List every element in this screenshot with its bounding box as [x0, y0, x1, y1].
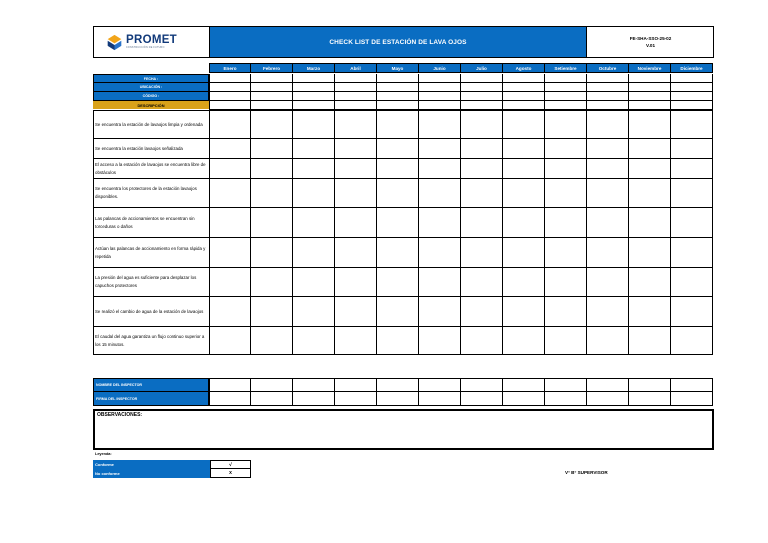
check-cell[interactable]: [251, 208, 293, 238]
check-cell[interactable]: [545, 139, 587, 159]
check-cell[interactable]: [419, 159, 461, 179]
check-cell[interactable]: [251, 159, 293, 179]
check-cell[interactable]: [545, 208, 587, 238]
check-cell[interactable]: [209, 297, 251, 327]
check-cell[interactable]: [503, 110, 545, 139]
check-cell[interactable]: [461, 268, 503, 297]
description-row-cell: [587, 101, 629, 110]
checklist-item-text: La presión del agua es suficiente para desplazar los capuchos protectores: [95, 275, 197, 288]
supervisor-signature-label: V° B° SUPERVISOR: [565, 470, 608, 475]
legend-no-conforme: No conforme: [93, 469, 210, 478]
info-cell[interactable]: [587, 83, 629, 92]
check-cell[interactable]: [545, 110, 587, 139]
observations-box[interactable]: [93, 409, 714, 450]
check-cell[interactable]: [587, 297, 629, 327]
month-junio: Junio: [419, 63, 461, 73]
description-row-cell: [377, 101, 419, 110]
checklist-item-label: [93, 238, 209, 268]
check-cell[interactable]: [461, 208, 503, 238]
check-cell[interactable]: [503, 159, 545, 179]
check-cell[interactable]: [671, 139, 713, 159]
info-cell[interactable]: [419, 92, 461, 101]
check-cell[interactable]: [545, 238, 587, 268]
info-cell[interactable]: [545, 74, 587, 83]
check-cell[interactable]: [209, 159, 251, 179]
check-cell[interactable]: [377, 208, 419, 238]
check-cell[interactable]: [419, 179, 461, 208]
check-cell[interactable]: [209, 179, 251, 208]
check-cell[interactable]: [419, 208, 461, 238]
legend-conforme-mark: √: [210, 460, 251, 469]
check-cell[interactable]: [629, 179, 671, 208]
inspector-cell[interactable]: [587, 378, 629, 392]
check-cell[interactable]: [335, 327, 377, 355]
check-cell[interactable]: [251, 179, 293, 208]
checklist-item-text: Se realizó el cambio de agua de la estación de lavaojos: [95, 308, 204, 314]
check-cell[interactable]: [335, 208, 377, 238]
month-julio: Julio: [461, 63, 503, 73]
inspector-cell[interactable]: [209, 392, 251, 406]
inspector-cell[interactable]: [209, 378, 251, 392]
check-cell[interactable]: [209, 208, 251, 238]
check-cell[interactable]: [461, 139, 503, 159]
check-cell[interactable]: [461, 327, 503, 355]
check-cell[interactable]: [251, 238, 293, 268]
check-cell[interactable]: [251, 139, 293, 159]
check-cell[interactable]: [461, 238, 503, 268]
description-row-cell: [503, 101, 545, 110]
checklist-item-text: El caudal del agua garantiza un flujo continuo superior a los 15 minutos.: [95, 333, 205, 347]
check-cell[interactable]: [419, 139, 461, 159]
document-code: [588, 27, 713, 57]
month-marzo: Marzo: [293, 63, 335, 73]
info-cell[interactable]: [671, 74, 713, 83]
info-cell[interactable]: [251, 92, 293, 101]
checklist-item-label: [93, 208, 209, 238]
check-cell[interactable]: [587, 179, 629, 208]
month-abril: Abril: [335, 63, 377, 73]
info-cell[interactable]: [503, 92, 545, 101]
check-cell[interactable]: [251, 110, 293, 139]
check-cell[interactable]: [251, 268, 293, 297]
inspector-cell[interactable]: [545, 378, 587, 392]
check-cell[interactable]: [461, 110, 503, 139]
check-cell[interactable]: [335, 238, 377, 268]
description-row-cell: [629, 101, 671, 110]
inspector-cell[interactable]: [377, 392, 419, 406]
month-setiembre: Setiembre: [545, 63, 587, 73]
check-cell[interactable]: [419, 268, 461, 297]
checklist-item-text: Se encuentra los protectores de la estación lavaojos disponibles.: [95, 186, 197, 199]
check-cell[interactable]: [335, 159, 377, 179]
check-cell[interactable]: [419, 110, 461, 139]
check-cell[interactable]: [587, 238, 629, 268]
checklist-item-text: Se encuentra la estación de lavaojos limpia y ordenada: [95, 121, 203, 127]
info-cell[interactable]: [293, 92, 335, 101]
description-row-cell: [209, 101, 251, 110]
description-row-cell: [251, 101, 293, 110]
month-agosto: Agosto: [503, 63, 545, 73]
description-row-cell: [461, 101, 503, 110]
check-cell[interactable]: [671, 208, 713, 238]
info-cell[interactable]: [545, 92, 587, 101]
inspector-cell[interactable]: [671, 378, 713, 392]
check-cell[interactable]: [419, 297, 461, 327]
checklist-item-label: [93, 139, 209, 159]
check-cell[interactable]: [671, 297, 713, 327]
logo-tagline: CONSTRUCCIÓN DE FUTURO: [126, 46, 165, 49]
inspector-cell[interactable]: [545, 392, 587, 406]
check-cell[interactable]: [545, 297, 587, 327]
month-mayo: Mayo: [377, 63, 419, 73]
check-cell[interactable]: [377, 268, 419, 297]
inspector-cell[interactable]: [629, 378, 671, 392]
check-cell[interactable]: [419, 238, 461, 268]
legend-title: Leyenda:: [95, 452, 112, 456]
check-cell[interactable]: [671, 179, 713, 208]
info-cell[interactable]: [461, 83, 503, 92]
info-cell[interactable]: [629, 74, 671, 83]
inspector-name-label: NOMBRE DEL INSPECTOR: [93, 378, 209, 392]
info-cell[interactable]: [461, 92, 503, 101]
info-cell[interactable]: [251, 74, 293, 83]
inspector-cell[interactable]: [419, 378, 461, 392]
check-cell[interactable]: [293, 179, 335, 208]
check-cell[interactable]: [671, 238, 713, 268]
month-enero: Enero: [209, 63, 251, 73]
check-cell[interactable]: [377, 297, 419, 327]
description-row-cell: [419, 101, 461, 110]
month-octubre: Octubre: [587, 63, 629, 73]
check-cell[interactable]: [293, 110, 335, 139]
inspector-signature-label: FIRMA DEL INSPECTOR: [93, 392, 209, 406]
inspector-cell[interactable]: [335, 378, 377, 392]
check-cell[interactable]: [251, 297, 293, 327]
check-cell[interactable]: [629, 238, 671, 268]
description-row-cell: [293, 101, 335, 110]
info-cell[interactable]: [671, 83, 713, 92]
observations-label: OBSERVACIONES:: [97, 412, 143, 418]
check-cell[interactable]: [209, 268, 251, 297]
month-febrero: Febrero: [251, 63, 293, 73]
info-cell[interactable]: [335, 83, 377, 92]
info-cell[interactable]: [587, 92, 629, 101]
check-cell[interactable]: [587, 327, 629, 355]
checklist-item-label: [93, 327, 209, 355]
info-cell[interactable]: [377, 74, 419, 83]
checklist-item-text: Actúan las palancas de accionamiento en forma rápida y repetida: [95, 245, 206, 259]
inspector-cell[interactable]: [335, 392, 377, 406]
checklist-item-label: [93, 268, 209, 297]
check-cell[interactable]: [629, 297, 671, 327]
checklist-item-label: [93, 159, 209, 179]
check-cell[interactable]: [293, 268, 335, 297]
info-cell[interactable]: [503, 83, 545, 92]
checklist-item-text: Las palancas de accionamientos se encuentran sin torceduras o daños: [95, 215, 195, 229]
check-cell[interactable]: [587, 139, 629, 159]
inspector-cell[interactable]: [503, 392, 545, 406]
inspector-cell[interactable]: [251, 378, 293, 392]
info-label-1: UBICACIÓN :: [93, 83, 209, 92]
inspector-cell[interactable]: [461, 392, 503, 406]
check-cell[interactable]: [251, 327, 293, 355]
checklist-item-label: [93, 297, 209, 327]
page-title: CHECK LIST DE ESTACIÓN DE LAVA OJOS: [209, 27, 587, 57]
checklist-item-label: [93, 110, 209, 139]
info-label-2: CÓDIGO :: [93, 92, 209, 101]
check-cell[interactable]: [335, 268, 377, 297]
inspector-cell[interactable]: [377, 378, 419, 392]
check-cell[interactable]: [209, 238, 251, 268]
check-cell[interactable]: [545, 268, 587, 297]
check-cell[interactable]: [419, 327, 461, 355]
inspector-cell[interactable]: [293, 392, 335, 406]
check-cell[interactable]: [209, 327, 251, 355]
info-cell[interactable]: [419, 83, 461, 92]
check-cell[interactable]: [377, 179, 419, 208]
check-cell[interactable]: [629, 110, 671, 139]
info-cell[interactable]: [293, 83, 335, 92]
info-cell[interactable]: [629, 83, 671, 92]
description-row-cell: [335, 101, 377, 110]
check-cell[interactable]: [209, 139, 251, 159]
check-cell[interactable]: [377, 139, 419, 159]
check-cell[interactable]: [209, 110, 251, 139]
document-version: V.01: [645, 43, 656, 48]
info-cell[interactable]: [503, 74, 545, 83]
check-cell[interactable]: [545, 159, 587, 179]
info-cell[interactable]: [293, 74, 335, 83]
inspector-cell[interactable]: [461, 378, 503, 392]
check-cell[interactable]: [587, 208, 629, 238]
promet-logo-icon: [106, 34, 123, 51]
inspector-cell[interactable]: [503, 378, 545, 392]
check-cell[interactable]: [503, 139, 545, 159]
checklist-item-text: El acceso a la estación de lavaojos se encuentra libre de obstáculos: [95, 161, 206, 175]
check-cell[interactable]: [503, 208, 545, 238]
inspector-cell[interactable]: [671, 392, 713, 406]
month-noviembre: Noviembre: [629, 63, 671, 73]
check-cell[interactable]: [377, 110, 419, 139]
logo-name: PROMET: [126, 34, 177, 46]
checklist-item-label: [93, 179, 209, 208]
info-cell[interactable]: [419, 74, 461, 83]
check-cell[interactable]: [629, 208, 671, 238]
check-cell[interactable]: [335, 297, 377, 327]
check-cell[interactable]: [671, 268, 713, 297]
description-row-cell: [671, 101, 713, 110]
info-cell[interactable]: [251, 83, 293, 92]
check-cell[interactable]: [335, 110, 377, 139]
check-cell[interactable]: [629, 327, 671, 355]
description-header: DESCRIPCIÓN: [93, 101, 209, 109]
check-cell[interactable]: [461, 297, 503, 327]
check-cell[interactable]: [503, 268, 545, 297]
check-cell[interactable]: [293, 159, 335, 179]
info-cell[interactable]: [629, 92, 671, 101]
check-cell[interactable]: [461, 179, 503, 208]
info-cell[interactable]: [461, 74, 503, 83]
check-cell[interactable]: [587, 268, 629, 297]
info-cell[interactable]: [209, 74, 251, 83]
info-cell[interactable]: [671, 92, 713, 101]
check-cell[interactable]: [671, 159, 713, 179]
check-cell[interactable]: [629, 268, 671, 297]
check-cell[interactable]: [671, 327, 713, 355]
check-cell[interactable]: [587, 159, 629, 179]
legend-no-conforme-mark: x: [210, 469, 251, 478]
check-cell[interactable]: [503, 238, 545, 268]
info-cell[interactable]: [377, 92, 419, 101]
inspector-cell[interactable]: [419, 392, 461, 406]
document-code-text: FE-SHA-SSO-25-02: [629, 36, 672, 41]
info-cell[interactable]: [545, 83, 587, 92]
inspector-cell[interactable]: [251, 392, 293, 406]
check-cell[interactable]: [293, 297, 335, 327]
check-cell[interactable]: [545, 327, 587, 355]
info-cell[interactable]: [335, 74, 377, 83]
check-cell[interactable]: [503, 179, 545, 208]
check-cell[interactable]: [293, 238, 335, 268]
check-cell[interactable]: [377, 327, 419, 355]
check-cell[interactable]: [335, 139, 377, 159]
info-label-0: FECHA :: [93, 74, 209, 83]
check-cell[interactable]: [629, 159, 671, 179]
check-cell[interactable]: [587, 110, 629, 139]
company-logo: [94, 27, 208, 57]
description-row-cell: [545, 101, 587, 110]
check-cell[interactable]: [377, 159, 419, 179]
inspector-cell[interactable]: [293, 378, 335, 392]
info-cell[interactable]: [587, 74, 629, 83]
check-cell[interactable]: [671, 110, 713, 139]
check-cell[interactable]: [293, 139, 335, 159]
checklist-item-text: Se encuentra la estación lavaojos señalizada: [95, 145, 183, 151]
info-cell[interactable]: [209, 83, 251, 92]
inspector-cell[interactable]: [629, 392, 671, 406]
month-diciembre: Diciembre: [671, 63, 713, 73]
check-cell[interactable]: [545, 179, 587, 208]
info-cell[interactable]: [377, 83, 419, 92]
check-cell[interactable]: [629, 139, 671, 159]
check-cell[interactable]: [461, 159, 503, 179]
info-cell[interactable]: [209, 92, 251, 101]
check-cell[interactable]: [335, 179, 377, 208]
check-cell[interactable]: [503, 297, 545, 327]
check-cell[interactable]: [503, 327, 545, 355]
check-cell[interactable]: [293, 327, 335, 355]
info-cell[interactable]: [335, 92, 377, 101]
check-cell[interactable]: [293, 208, 335, 238]
check-cell[interactable]: [377, 238, 419, 268]
legend-conforme: Conforme: [93, 460, 210, 469]
inspector-cell[interactable]: [587, 392, 629, 406]
